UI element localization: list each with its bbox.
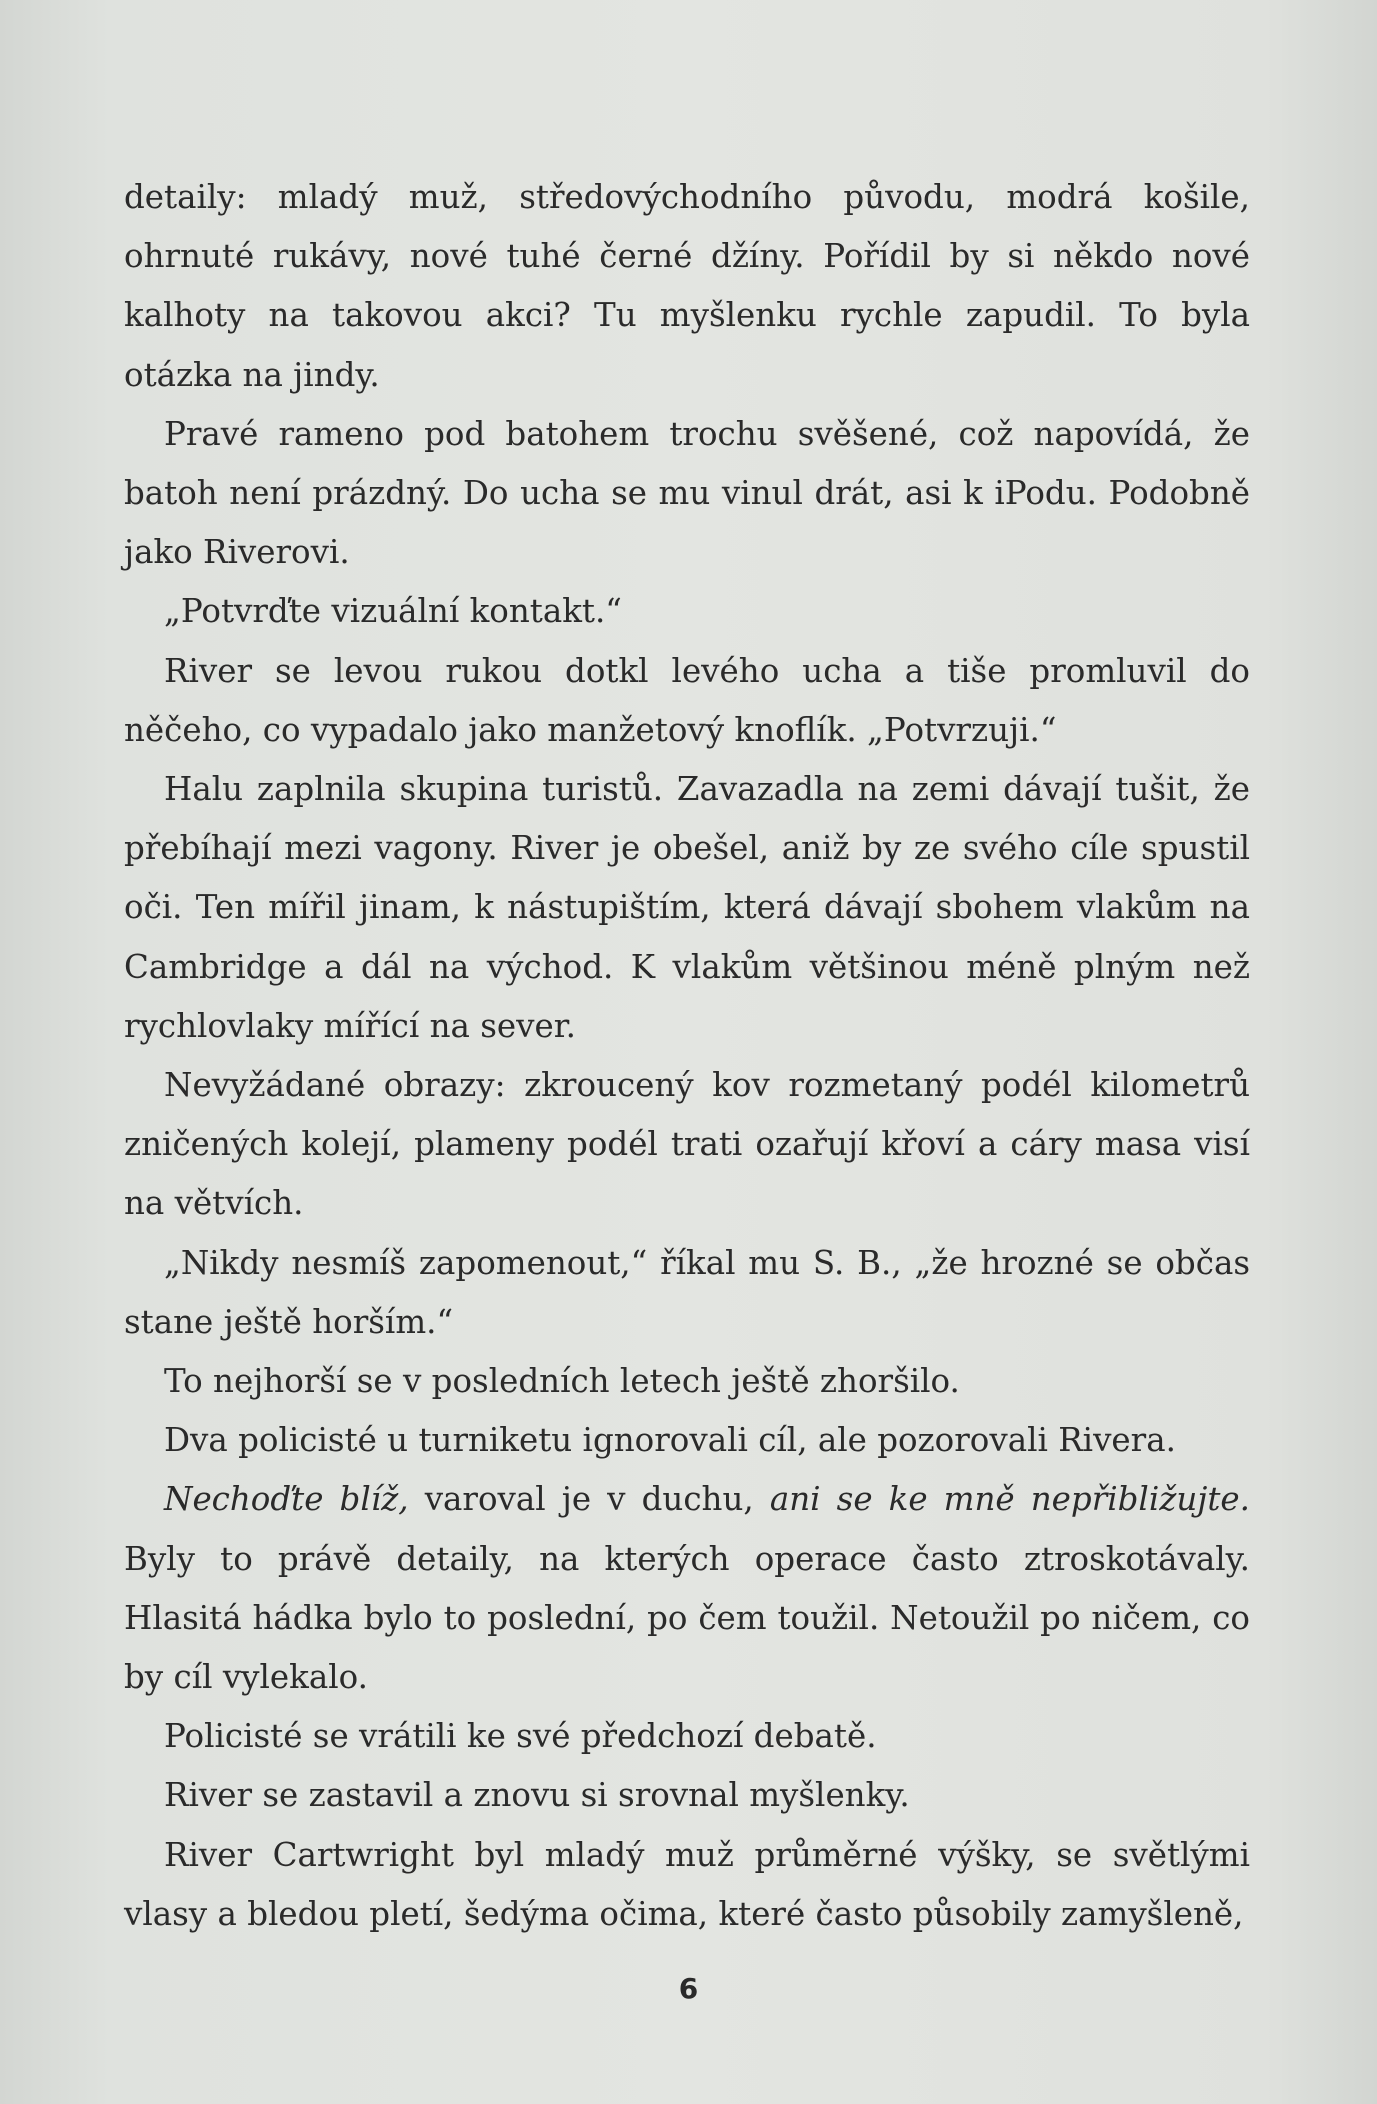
- paragraph: [124, 168, 1250, 405]
- paragraph: [124, 1352, 1250, 1411]
- italic-text: ani se ke mně nepřibližujte.: [769, 1480, 1250, 1519]
- paragraph: [124, 405, 1250, 583]
- text-run: „Potvrďte vizuální kontakt.“: [164, 592, 622, 631]
- body-text: [124, 168, 1250, 1944]
- paragraph: [124, 1411, 1250, 1470]
- text-run: Policisté se vrátili ke své předchozí debatě.: [164, 1717, 877, 1756]
- text-run: Halu zaplnila skupina turistů. Zavazadla na zemi dávají tušit, že přebíhají mezi vagony. River je obešel, aniž by ze svého cíle spustil oči. Ten mířil jinam, k nástupištím, která dávají sbohem vlakům na Cambridge a dál na východ. K vlakům většinou méně plným než rychlovlaky mířící na sever.: [124, 770, 1250, 1045]
- paragraph: [124, 1234, 1250, 1352]
- text-run: River se levou rukou dotkl levého ucha a tiše promluvil do něčeho, co vypadalo jako manžetový knoflík. „Potvrzuji.“: [124, 651, 1250, 749]
- text-run: Pravé rameno pod batohem trochu svěšené, což napovídá, že batoh není prázdný. Do ucha se mu vinul drát, asi k iPodu. Podobně jako Riverovi.: [124, 414, 1250, 572]
- paragraph: [124, 1766, 1250, 1825]
- text-run: „Nikdy nesmíš zapomenout,“ říkal mu S. B., „že hrozné se občas stane ještě horším.“: [124, 1243, 1250, 1341]
- text-run: Byly to právě detaily, na kterých operace často ztroskotávaly. Hlasitá hádka bylo to poslední, po čem toužil. Netoužil po ničem, co by cíl vylekalo.: [124, 1539, 1250, 1697]
- paragraph: [124, 1826, 1250, 1944]
- italic-text: Nechoďte blíž,: [164, 1480, 409, 1519]
- paragraph: [124, 1707, 1250, 1766]
- page-number: 6: [678, 1972, 699, 2005]
- paragraph: [124, 1056, 1250, 1234]
- paragraph: [124, 642, 1250, 760]
- text-run: River Cartwright byl mladý muž průměrné výšky, se světlými vlasy a bledou pletí, šedýma očima, které často působily zamyšleně,: [124, 1835, 1250, 1933]
- paragraph: [124, 760, 1250, 1056]
- text-run: varoval je v duchu,: [408, 1480, 770, 1519]
- text-run: To nejhorší se v posledních letech ještě zhoršilo.: [164, 1362, 960, 1401]
- text-run: Dva policisté u turniketu ignorovali cíl, ale pozorovali Rivera.: [164, 1421, 1176, 1460]
- paragraph: [124, 1470, 1250, 1707]
- text-run: detaily: mladý muž, středovýchodního původu, modrá košile, ohrnuté rukávy, nové tuhé černé džíny. Pořídil by si někdo nové kalhoty na takovou akci? Tu myšlenku rychle zapudil. To byla otázka na jindy.: [124, 178, 1250, 394]
- paragraph: [124, 582, 1250, 641]
- text-run: River se zastavil a znovu si srovnal myšlenky.: [164, 1776, 910, 1815]
- text-run: Nevyžádané obrazy: zkroucený kov rozmetaný podél kilometrů zničených kolejí, plameny podél trati ozařují křoví a cáry masa visí na větvích.: [124, 1066, 1250, 1223]
